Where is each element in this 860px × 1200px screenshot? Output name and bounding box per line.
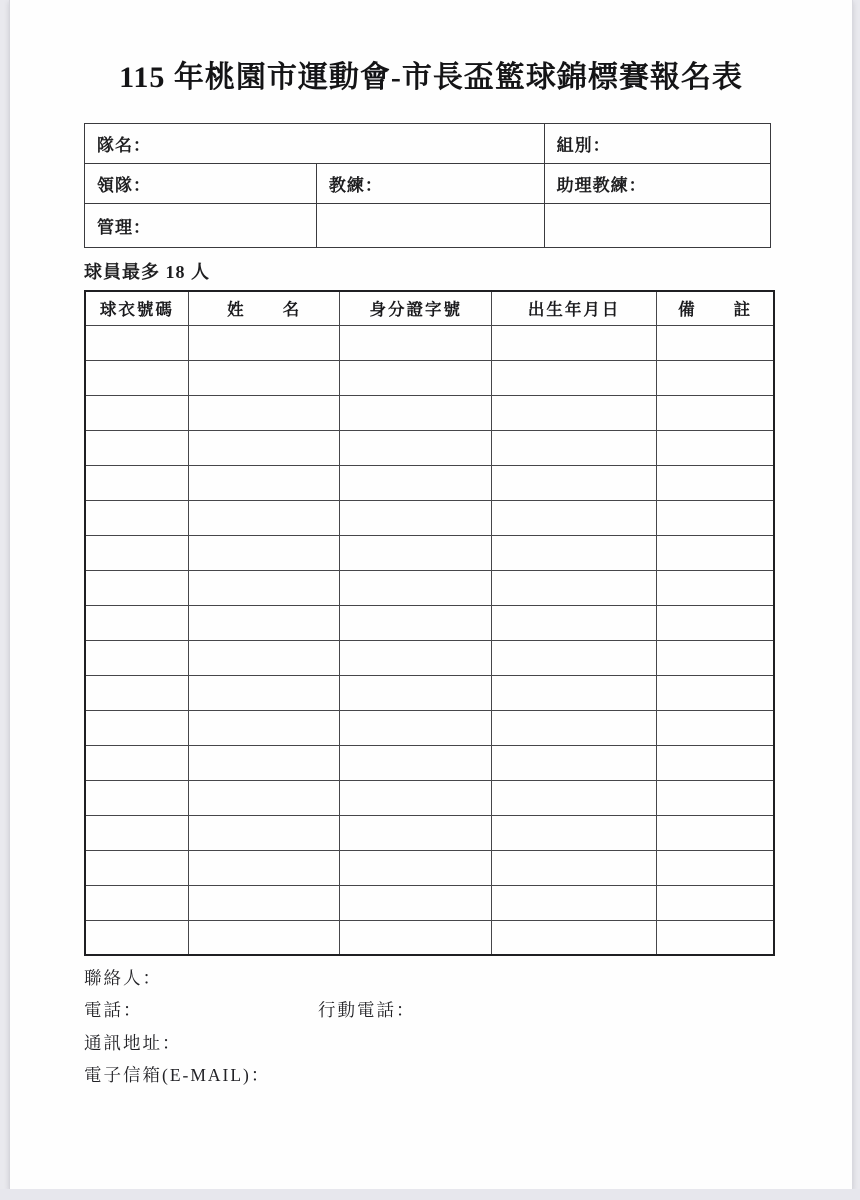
roster-cell xyxy=(492,535,657,570)
roster-row xyxy=(85,395,774,430)
roster-cell xyxy=(492,605,657,640)
roster-cell xyxy=(492,570,657,605)
roster-cell xyxy=(657,745,774,780)
roster-cell xyxy=(340,360,492,395)
roster-cell xyxy=(85,675,188,710)
roster-cell xyxy=(657,605,774,640)
roster-cell xyxy=(188,535,340,570)
manager-cell: 管理： xyxy=(85,204,317,248)
roster-cell xyxy=(85,465,188,500)
roster-cell xyxy=(492,850,657,885)
roster-cell xyxy=(85,430,188,465)
roster-cell xyxy=(188,920,340,955)
leader-cell: 領隊： xyxy=(85,164,317,204)
roster-cell xyxy=(85,815,188,850)
roster-cell xyxy=(492,920,657,955)
roster-cell xyxy=(85,745,188,780)
roster-table xyxy=(84,290,775,956)
empty-cell xyxy=(316,204,544,248)
photo-backdrop-edge xyxy=(0,1189,860,1200)
roster-header-cell-3: 出生年月日 xyxy=(492,291,657,325)
roster-cell xyxy=(657,395,774,430)
roster-header-cell-4: 備 註 xyxy=(657,291,774,325)
address-label: 通訊地址： xyxy=(84,1032,182,1053)
roster-cell xyxy=(340,850,492,885)
phone-label: 電話： xyxy=(84,1000,143,1021)
email-label: 電子信箱(E-MAIL)： xyxy=(84,1065,271,1086)
empty-cell xyxy=(544,204,770,248)
roster-row xyxy=(85,570,774,605)
roster-row xyxy=(85,465,774,500)
roster-cell xyxy=(85,920,188,955)
roster-cell xyxy=(340,430,492,465)
roster-row xyxy=(85,360,774,395)
roster-cell xyxy=(188,570,340,605)
roster-cell xyxy=(657,465,774,500)
roster-row xyxy=(85,535,774,570)
roster-cell xyxy=(340,675,492,710)
assistant-coach-cell: 助理教練： xyxy=(544,164,770,204)
roster-cell xyxy=(340,605,492,640)
roster-cell xyxy=(657,675,774,710)
roster-cell xyxy=(188,605,340,640)
roster-cell xyxy=(657,640,774,675)
roster-cell xyxy=(657,850,774,885)
roster-cell xyxy=(85,710,188,745)
roster-cell xyxy=(657,570,774,605)
roster-cell xyxy=(657,920,774,955)
team-info-row-1 xyxy=(85,124,771,164)
roster-cell xyxy=(492,885,657,920)
roster-cell xyxy=(340,710,492,745)
roster-cell xyxy=(188,780,340,815)
roster-row xyxy=(85,815,774,850)
roster-cell xyxy=(657,535,774,570)
contact-block xyxy=(84,961,416,1091)
roster-cell xyxy=(657,360,774,395)
roster-cell xyxy=(85,360,188,395)
roster-cell xyxy=(657,710,774,745)
roster-cell xyxy=(340,325,492,360)
contact-person-line xyxy=(84,961,416,994)
group-cell: 組別： xyxy=(544,124,770,164)
roster-cell xyxy=(340,570,492,605)
roster-cell xyxy=(85,500,188,535)
phone-line xyxy=(84,994,416,1027)
roster-cell xyxy=(85,850,188,885)
roster-cell xyxy=(340,780,492,815)
roster-cell xyxy=(188,745,340,780)
roster-header-cell-0: 球衣號碼 xyxy=(85,291,188,325)
roster-cell xyxy=(188,465,340,500)
roster-cell xyxy=(188,675,340,710)
roster-cell xyxy=(657,815,774,850)
roster-row xyxy=(85,710,774,745)
team-info-row-2 xyxy=(85,164,771,204)
roster-cell xyxy=(492,500,657,535)
roster-cell xyxy=(492,710,657,745)
roster-cell xyxy=(492,360,657,395)
team-info-row-3 xyxy=(85,204,771,248)
roster-cell xyxy=(340,500,492,535)
roster-cell xyxy=(492,325,657,360)
mobile-phone-label: 行動電話： xyxy=(318,1000,416,1021)
roster-cell xyxy=(85,780,188,815)
roster-cell xyxy=(85,395,188,430)
roster-cell xyxy=(188,710,340,745)
roster-cell xyxy=(340,745,492,780)
roster-caption: 球員最多 18 人 xyxy=(84,262,210,282)
roster-cell xyxy=(492,465,657,500)
team-info-table xyxy=(84,123,771,248)
roster-cell xyxy=(492,640,657,675)
roster-cell xyxy=(188,640,340,675)
roster-row xyxy=(85,640,774,675)
roster-cell xyxy=(492,675,657,710)
roster-cell xyxy=(85,570,188,605)
roster-cell xyxy=(340,920,492,955)
roster-cell xyxy=(85,605,188,640)
roster-row xyxy=(85,920,774,955)
roster-row xyxy=(85,500,774,535)
roster-cell xyxy=(188,325,340,360)
contact-person-label: 聯絡人： xyxy=(84,967,162,988)
roster-cell xyxy=(340,640,492,675)
roster-cell xyxy=(188,885,340,920)
roster-header-row xyxy=(85,291,774,325)
roster-cell xyxy=(188,850,340,885)
roster-cell xyxy=(188,815,340,850)
roster-row xyxy=(85,885,774,920)
roster-row xyxy=(85,745,774,780)
roster-cell xyxy=(657,325,774,360)
roster-row xyxy=(85,850,774,885)
roster-cell xyxy=(492,745,657,780)
roster-cell xyxy=(85,325,188,360)
roster-cell xyxy=(492,780,657,815)
roster-cell xyxy=(340,465,492,500)
roster-cell xyxy=(85,640,188,675)
roster-row xyxy=(85,430,774,465)
roster-cell xyxy=(340,885,492,920)
roster-cell xyxy=(657,885,774,920)
roster-cell xyxy=(188,500,340,535)
roster-cell xyxy=(492,395,657,430)
roster-row xyxy=(85,325,774,360)
address-line xyxy=(84,1026,416,1059)
roster-row xyxy=(85,675,774,710)
roster-cell xyxy=(492,430,657,465)
email-line xyxy=(84,1059,416,1092)
form-page xyxy=(9,0,853,1189)
roster-cell xyxy=(85,885,188,920)
roster-cell xyxy=(188,395,340,430)
roster-row xyxy=(85,780,774,815)
roster-cell xyxy=(657,430,774,465)
page-title: 115 年桃園市運動會-市長盃籃球錦標賽報名表 xyxy=(119,61,743,94)
roster-cell xyxy=(188,430,340,465)
roster-cell xyxy=(340,395,492,430)
roster-header-cell-1: 姓 名 xyxy=(188,291,340,325)
roster-cell xyxy=(492,815,657,850)
roster-cell xyxy=(657,500,774,535)
coach-cell: 教練： xyxy=(316,164,544,204)
roster-cell xyxy=(340,815,492,850)
roster-row xyxy=(85,605,774,640)
roster-header-cell-2: 身分證字號 xyxy=(340,291,492,325)
roster-cell xyxy=(85,535,188,570)
roster-cell xyxy=(188,360,340,395)
roster-cell xyxy=(657,780,774,815)
team-name-cell: 隊名： xyxy=(85,124,545,164)
roster-cell xyxy=(340,535,492,570)
